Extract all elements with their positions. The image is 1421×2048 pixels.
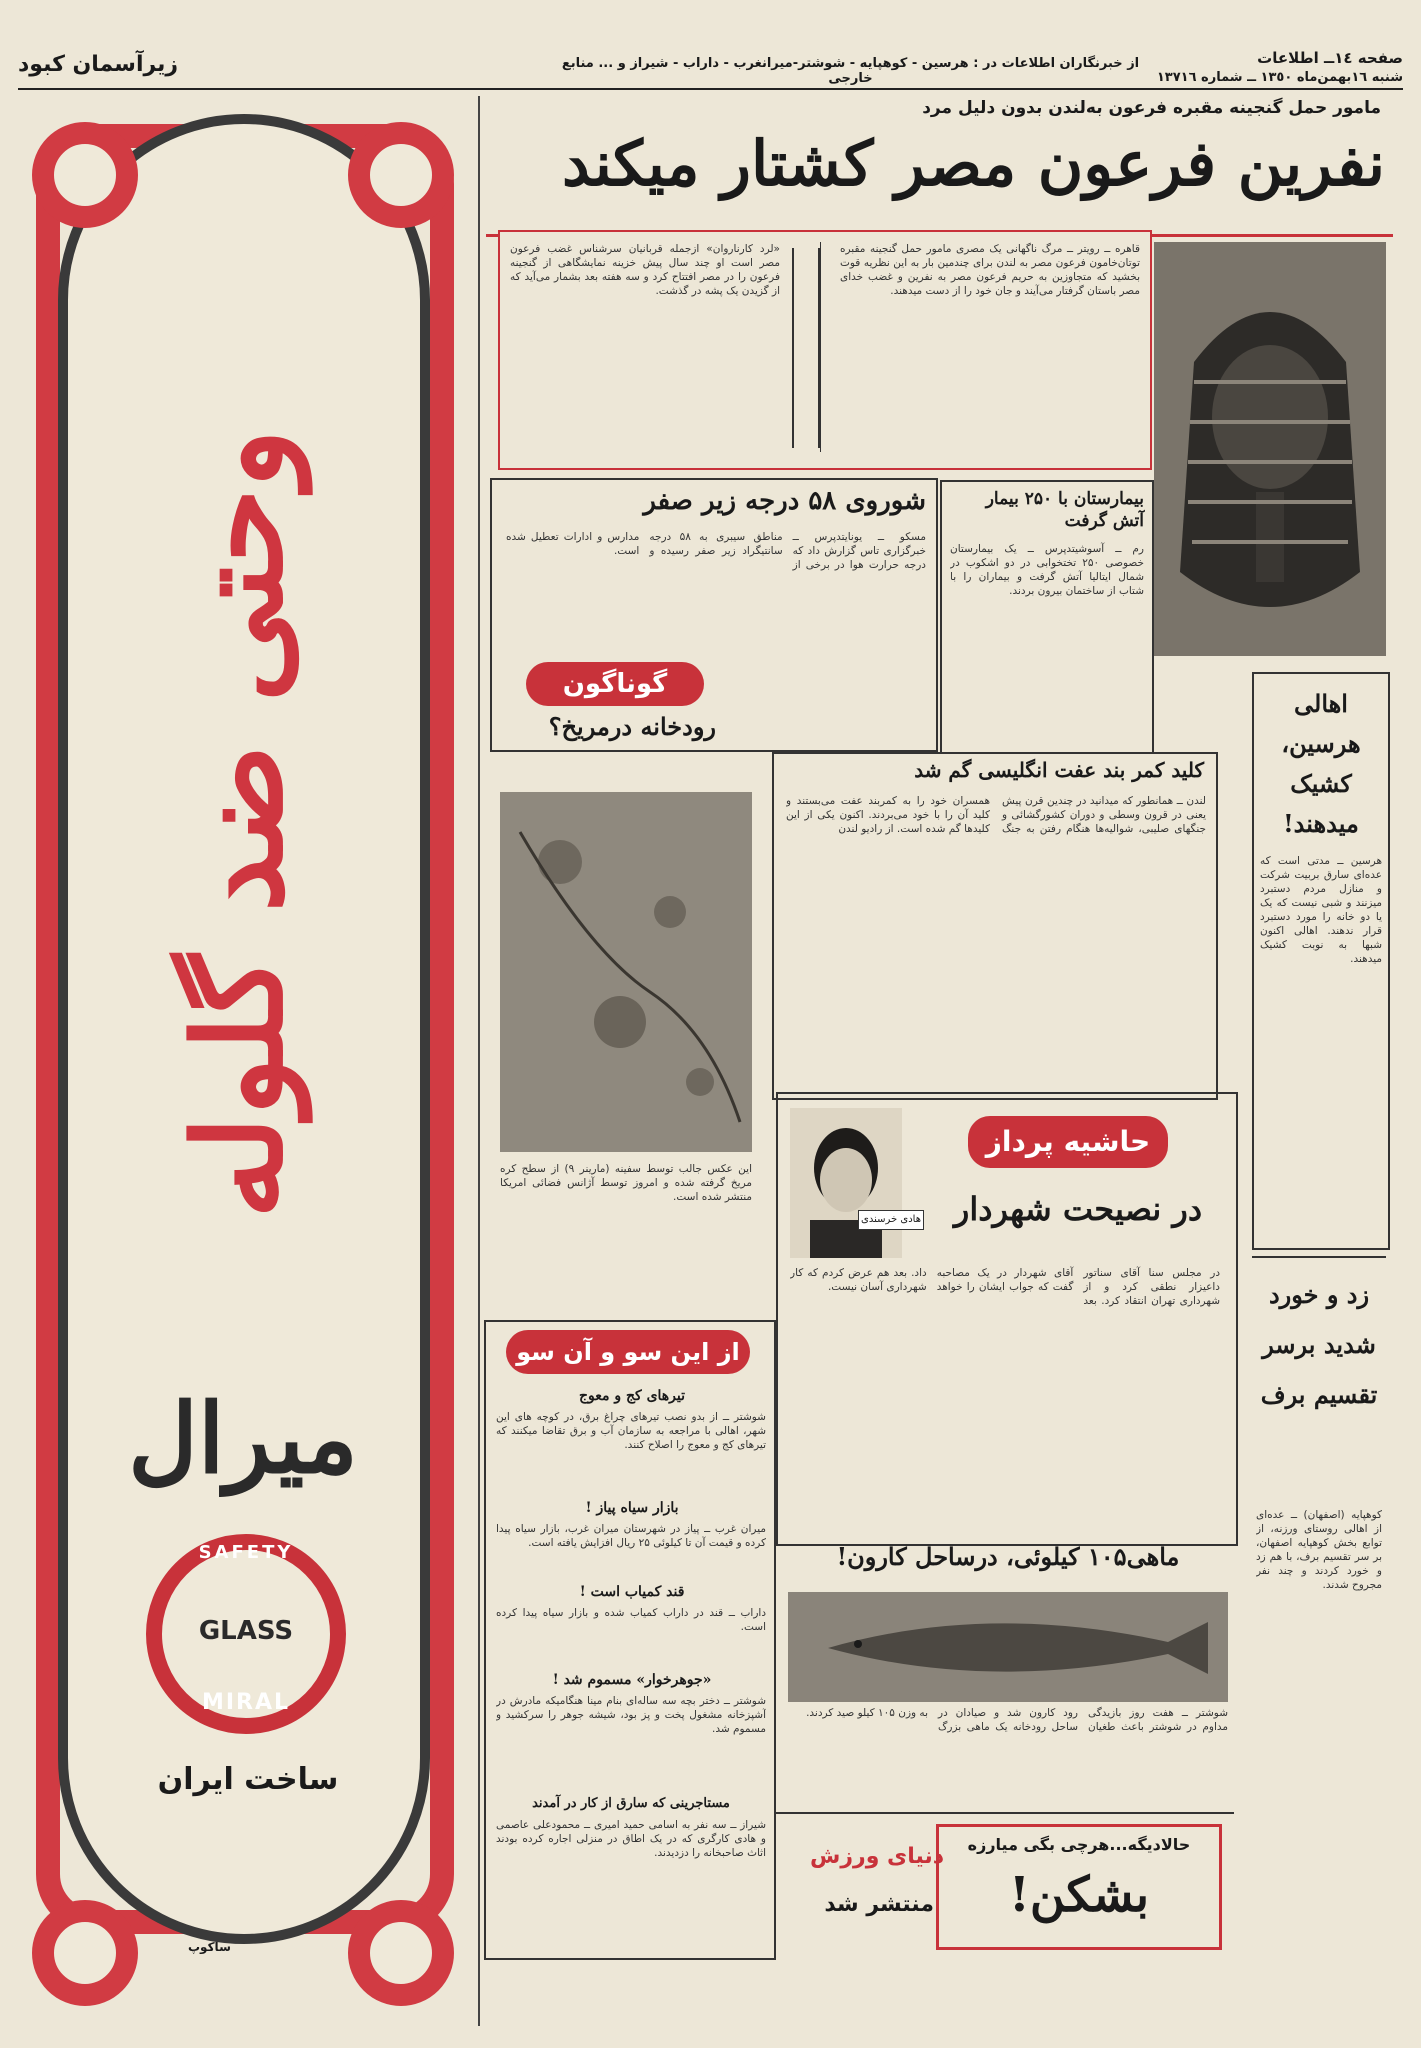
hospital-headline: بیمارستان با ۲۵۰ بیمار آتش گرفت <box>985 489 1144 531</box>
ad-corner-br <box>348 1900 454 2006</box>
columnist-portrait <box>790 1108 902 1258</box>
misc-body4: شوشتر ــ دختر بچه سه ساله‌ای بنام مینا هنگامیکه مادرش در آشپزخانه مشغول پخت و پز بود، شیشه جوهر را سرکشید و مسموم شد. <box>496 1695 766 1735</box>
promo-big: بشکن! <box>1008 1867 1150 1923</box>
logo-top: SAFETY <box>198 1542 294 1563</box>
misc-sub4: «جوهرخوار» مسموم شد ! <box>552 1672 712 1688</box>
misc-sub3: قند کمیاب است ! <box>579 1584 685 1600</box>
snow-story <box>1252 1256 1386 2028</box>
ad-corner-tl <box>32 122 138 228</box>
ad-brand: میرال <box>128 1382 358 1495</box>
misc-body5: شیراز ــ سه نفر به اسامی حمید امیری ــ محمودعلی عاصمی و هادی کارگری که در یک اطاق در منزلی اجاره کرده بودند اثاث صاحبخانه را دزدیدند. <box>496 1819 766 1859</box>
ad-logo <box>146 1534 346 1734</box>
misc-body2: میران غرب ــ پیاز در شهرستان میران غرب، بازار سیاه پیدا کرده و قیمت آن تا کیلوئی ۲۵ ریال افزایش یافته است. <box>496 1523 766 1549</box>
lead-headline: نفرین فرعون مصر کشتار میکند <box>562 127 1385 200</box>
mayor-body: در مجلس سنا آقای سناتور داعیزار نطقی کرد و از شهرداری تهران انتقاد کرد. بعد آقای شهردار در یک مصاحبه گفت که جواب ایشان را خواهد داد. بعد هم عرض کردم که کار شهرداری آسان نیست. <box>790 1267 1220 1307</box>
misc-sub1: تیرهای کج و معوج <box>578 1388 686 1404</box>
pharaoh-mask-image <box>1154 242 1386 656</box>
mars-caption: این عکس جالب توسط سفینه (مارینر ۹) از سطح کره مریخ گرفته شده و امروز توسط آژانس فضائی امریکا منتشر شده است. <box>500 1163 752 1203</box>
karun-body: شوشتر ــ هفت روز بازیدگی مداوم در شوشتر باعث طغیان رود کارون شد و صیادان در ساحل رودخانه یک ماهی بزرگ به وزن ۱۰۵ کیلو صید کردند. <box>806 1707 1228 1733</box>
promo-line: حالادیگه...هرچی بگی میارزه <box>967 1835 1191 1854</box>
hospital-body: رم ــ آسوشیتدپرس ــ یک بیمارستان خصوصی ۲۵۰ تختخوابی در دو اشکوب در شمال ایتالیا آتش گرفت و بیماران را با شتاب از ساختمان بیرون بردند. <box>950 543 1144 597</box>
ad-slogan: وحتی ضد گلوله <box>166 429 310 1219</box>
misc-pill-goonagoon: گوناگون <box>526 662 704 706</box>
sports-box <box>776 1812 1234 1954</box>
soviet-body: مسکو ــ یونایتدپرس ــ خبرگزاری تاس گزارش داد که درجه حرارت هوا در برخی از مناطق سیبری به ۵۸ درجه سانتیگراد زیر صفر رسیده و مدارس و ادارات تعطیل شده است. <box>506 531 926 571</box>
hospital-story <box>940 480 1154 754</box>
sports-label: دنیای ورزش <box>810 1844 944 1869</box>
harsin-body: هرسین ــ مدتی است که عده‌ای سارق بربیت شرکت و منازل مردم دستبرد میزنند و شبی نیست که یک یا دو خانه را مورد دستبرد قرار ندهند. اهالی اکنون شبها به نوبت کشیک میدهند. <box>1260 855 1382 965</box>
column-divider <box>478 96 480 2026</box>
sports-promo <box>936 1824 1222 1950</box>
page-header <box>18 44 1403 90</box>
harsin-headline: اهالی هرسین، کشیک میدهند! <box>1281 689 1361 838</box>
belt-story <box>772 752 1218 1100</box>
mayor-pill: حاشیه پرداز <box>968 1116 1168 1168</box>
fish-image <box>788 1592 1228 1702</box>
mars-photo <box>500 792 752 1152</box>
issue-date: شنبه ١٦بهمن‌ماه ١٣٥٠ ــ شماره ١٣٧١٦ <box>1156 70 1403 85</box>
lead-inner-rule <box>820 242 821 452</box>
belt-body: لندن ــ همانطور که میدانید در چندین قرن پیش یعنی در قرون وسطی و دوران کشورگشائی و جنگهای صلیبی، شوالیه‌ها هنگام رفتن به جنگ همسران خود را به کمربند عفت می‌بستند و کلید آن را با خود می‌بردند. اکنون یکی از این کلیدها گم شده است. از رادیو لندن <box>786 795 1206 835</box>
lead-kicker: مامور حمل گنجینه مقبره فرعون به‌لندن بدون دلیل مرد <box>922 98 1381 118</box>
belt-headline: کلید کمر بند عفت انگلیسی گم شد <box>914 758 1204 782</box>
mars-surface-image <box>500 792 752 1152</box>
ad-made-in: ساخت ایران <box>157 1762 339 1797</box>
correspondents-line: از خبرنگاران اطلاعات در : هرسین - کوهپایه - شوشتر-میرانغرب - داراب - شیراز و ... منابع خارجی <box>561 56 1140 86</box>
logo-mid: GLASS <box>198 1616 294 1646</box>
misc-column <box>484 1320 776 1960</box>
fish-photo <box>788 1592 1228 1702</box>
sports-status: منتشر شد <box>824 1892 934 1917</box>
mars-headline: رودخانه درمریخ؟ <box>548 712 716 741</box>
soviet-headline: شوروی ۵۸ درجه زیر صفر <box>643 486 926 516</box>
harsin-story <box>1252 672 1390 1250</box>
columnist-name-tag: هادی خرسندی <box>858 1210 924 1230</box>
section-title: زیرآسمان کبود <box>18 52 179 77</box>
page-number: صفحه ١٤ــ اطلاعات <box>1257 49 1403 67</box>
karun-headline: ماهی۱۰۵ کیلوئی، درساحل کارون! <box>836 1542 1180 1571</box>
lead-body-right: قاهره ــ رویتر ــ مرگ ناگهانی یک مصری مامور حمل گنجینه مقبره توتان‌خامون فرعون مصر به لندن برای چندمین بار به این نظریه قوت بخشید که متجاوزین به حریم فرعون مصر به نفرین و غضب خدای مصر باستان گرفتار می‌آیند و جان خود را از دست میدهند. <box>840 243 1140 297</box>
misc-sub5: مستاجرینی که سارق از کار در آمدند <box>532 1796 730 1811</box>
ad-corner-tr <box>348 122 454 228</box>
misc-pill: از این سو و آن سو <box>506 1330 750 1374</box>
ad-agency: ساکوپ <box>188 1940 231 1954</box>
misc-body3: داراب ــ قند در داراب کمیاب شده و بازار سیاه پیدا کرده است. <box>496 1607 766 1633</box>
misc-sub2: بازار سیاه پیاز ! <box>585 1500 679 1516</box>
snow-body: کوهپایه (اصفهان) ــ عده‌ای از اهالی روستای ورزنه، از توابع بخش کوهپایه اصفهان، بر سر تقسیم برف، با هم زد و خورد کردند و چند نفر مجروح شدند. <box>1256 1509 1382 1591</box>
snow-headline: زد و خورد شدید برسر تقسیم برف <box>1260 1280 1378 1409</box>
misc-body1: شوشتر ــ از بدو نصب تیرهای چراغ برق، در کوچه های این شهر، اهالی با مراجعه به سازمان آب و برق تقاضا میکنند که تیرهای کج و معوج را اصلاح کنند. <box>496 1411 766 1451</box>
lead-story-box <box>498 230 1152 470</box>
mayor-headline: در نصیحت شهردار <box>953 1190 1203 1228</box>
lead-body-left: «لرد کارناروان» ازجمله قربانیان سرشناس غضب فرعون مصر است او چند سال پیش خزینه نمایشگاهی از گنجینه فرعون را در مصر افتتاح کرد و سه هفته بعد بشمار می‌آید که از گزیدن یک پشه در گذشت. <box>510 243 780 297</box>
ad-corner-bl <box>32 1900 138 2006</box>
logo-bottom: MIRAL <box>201 1690 291 1715</box>
miral-ad <box>28 104 464 2024</box>
columnist-photo <box>790 1108 902 1258</box>
pharaoh-mask-photo <box>1154 242 1386 656</box>
lead-stripes <box>792 248 820 448</box>
mayor-story <box>776 1092 1238 1546</box>
header-page-info <box>1157 48 1403 88</box>
